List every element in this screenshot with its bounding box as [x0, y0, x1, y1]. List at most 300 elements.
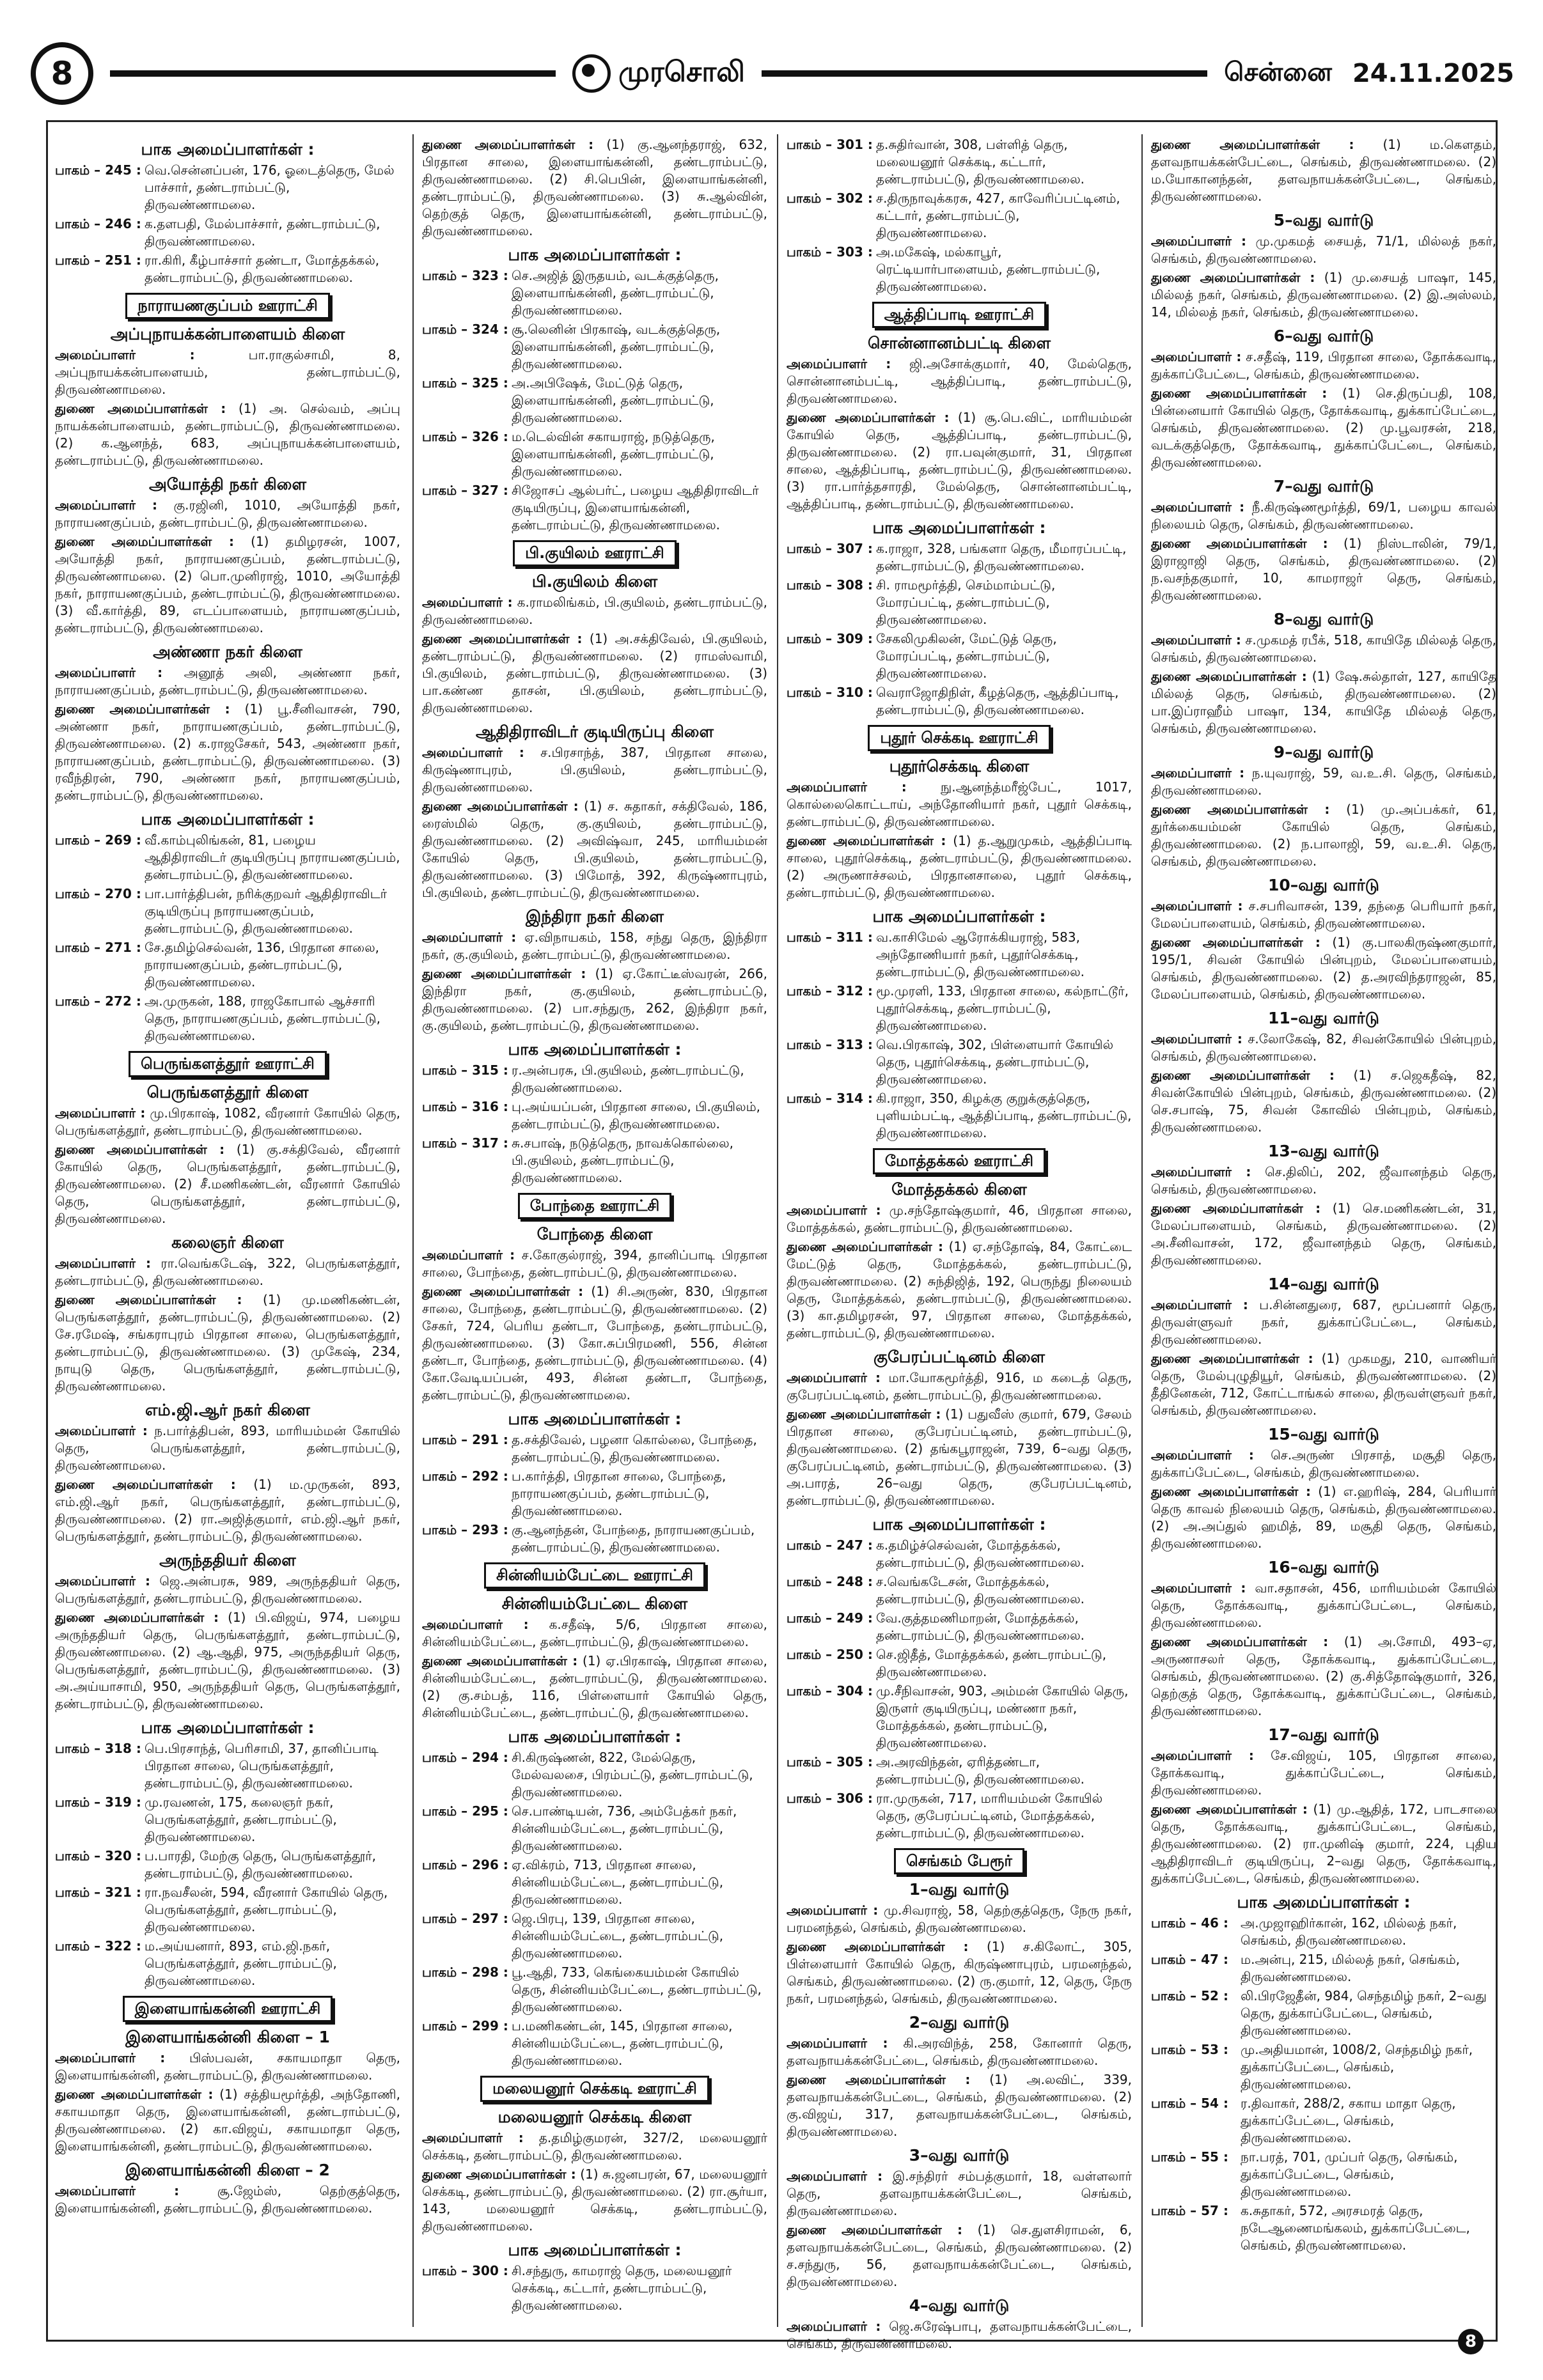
- member-entry: [55, 1609, 400, 1713]
- booth-row: [55, 1938, 400, 1989]
- booth-row: [787, 929, 1132, 981]
- entry-role-label: அமைப்பாளர் :: [422, 2130, 524, 2145]
- booth-member: ம.டெல்வின் சகாயராஜ், நடுத்தெரு, இளையாங்கன்னி, தண்டராம்பட்டு, திருவண்ணாமலை.: [512, 429, 715, 479]
- booth-member: பூ.ஆதி, 733, கெங்கையம்மன் கோயில் தெரு, சின்னியம்பேட்டை, தண்டராம்பட்டு, திருவண்ணாமலை.: [512, 1964, 762, 2014]
- booth-row: [422, 1749, 767, 1801]
- member-entry: [1151, 801, 1496, 870]
- member-entry: [1151, 348, 1496, 383]
- entry-text: (1) மு.சையத் பாஷா, 145, மில்லத் நகர், செங்கம், திருவண்ணாமலை. (2) இ.அஸ்லம், 14, மில்லத் நகர், செங்கம், திருவண்ணாமலை.: [1151, 270, 1496, 320]
- entry-role-label: அமைப்பாளர் :: [1151, 632, 1241, 648]
- entry-text: (1) சி.அருண், 830, பிரதான சாலை, போந்தை, தண்டராம்பட்டு, திருவண்ணாமலை. (2) சேகர், 724, பெரிய தண்டா, போந்தை, தண்டராம்பட்டு, திருவண்ணாமலை. (3) கோ.சுப்பிரமணி, 556, சின்ன தண்டா, போந்தை, தண்டராம்பட்டு, திருவண்ணாமலை. (4) கோ.வேடியப்பன், 493, சின்ன தண்டா, போந்தை, தண்டராம்பட்டு, திருவண்ணாமலை.: [422, 1284, 768, 1403]
- booth-row: [422, 321, 767, 373]
- entry-text: (1) மு.ஆதித், 172, பாடசாலை தெரு, தோக்கவாடி, துக்காப்பேட்டை, செங்கம், திருவண்ணாமலை. (2) ரா.முனிஷ் குமார், 224, புதிய ஆதிதிராவிடர் குடியிருப்பு, 2–வது தெரு, தோக்கவாடி, துக்காப்பேட்டை, செங்கம், திருவண்ணாமலை.: [1151, 1801, 1496, 1886]
- member-entry: [422, 1283, 767, 1404]
- date: 24.11.2025: [1352, 59, 1515, 88]
- booth-member: அ.அரவிந்தன், ஏரித்தண்டா, தண்டராம்பட்டு, திருவண்ணாமலை.: [876, 1754, 1085, 1787]
- entry-text: (1) அ. செல்வம், அப்பு நாயக்கன்பாளையம், தண்டராம்பட்டு, திருவண்ணாமலை. (2) க.ஆனந்த், 683, அப்புநாயக்கன்பாளையம், தண்டராம்பட்டு, திருவண்ணாமலை.: [55, 401, 401, 468]
- entry-text: (1) பதுவீஸ் குமார், 679, சேலம் பிரதான சாலை, குபேரப்பட்டினம், தண்டராம்பட்டு, திருவண்ணாமலை. (2) தங்கபூராஜன், 739, 6–வது தெரு, குபேரப்பட்டினம், தண்டராம்பட்டு, திருவண்ணாமலை. (3) அ.பாரத், 26–வது தெரு, குபேரப்பட்டினம், தண்டராம்பட்டு, திருவண்ணாமலை.: [787, 1406, 1132, 1508]
- column-divider: [412, 134, 414, 2327]
- booth-number: பாகம் – 310 :: [787, 685, 873, 700]
- booth-member: அ.முஜாஹிர்கான், 162, மில்லத் நகர், செங்கம், திருவண்ணாமலை.: [1241, 1915, 1457, 1948]
- masthead-rule-right: [762, 70, 1207, 77]
- booth-number: பாகம் – 325 :: [422, 375, 508, 391]
- member-entry: [55, 664, 400, 699]
- entry-role-label: துணை அமைப்பாளர்கள் :: [1151, 1484, 1312, 1499]
- sub-heading: இளையாங்கன்னி கிளை – 1: [125, 2028, 330, 2046]
- entry-role-label: துணை அமைப்பாளர்கள் :: [1151, 935, 1320, 950]
- section-banner-label: மலையனூர் செக்கடி ஊராட்சி: [480, 2076, 709, 2102]
- booth-member: ச.வெங்கடேசன், மோத்தக்கல், தண்டராம்பட்டு, திருவண்ணாமலை.: [876, 1574, 1085, 1606]
- entry-role-label: துணை அமைப்பாளர்கள் :: [787, 2222, 962, 2237]
- entry-text: மு.பிரகாஷ், 1082, வீரனார் கோயில் தெரு, பெருங்களத்தூர், தண்டராம்பட்டு, திருவண்ணாமலை.: [55, 1105, 400, 1138]
- member-entry: [422, 2166, 767, 2235]
- entry-role-label: துணை அமைப்பாளர்கள் :: [1151, 1201, 1321, 1216]
- booth-number: பாகம் – 53 :: [1151, 2042, 1228, 2057]
- entry-role-label: துணை அமைப்பாளர்கள் :: [422, 1284, 584, 1299]
- booth-number: பாகம் – 291 :: [422, 1432, 508, 1447]
- entry-text: (1) ம.முருகன், 893, எம்.ஜி.ஆர் நகர், பெருங்களத்தூர், தண்டராம்பட்டு, திருவண்ணாமலை. (2) ரா.அஜித்குமார், எம்.ஜி.ஆர் நகர், பெருங்களத்தூர், தண்டராம்பட்டு, திருவண்ணாமலை.: [55, 1477, 400, 1544]
- entry-text: (1) மு.மணிகண்டன், பெருங்களத்தூர், தண்டராம்பட்டு, திருவண்ணாமலை. (2) சே.ரமேஷ், சங்கராபுரம் பிரதான சாலை, பெருங்களத்தூர், தண்டராம்பட்டு, திருவண்ணாமலை. (3) முகேஷ், 234, நாயுடு தெரு, பெருங்களத்தூர், தண்டராம்பட்டு, திருவண்ணாமலை.: [55, 1292, 400, 1394]
- booth-number: பாகம் – 326 :: [422, 429, 508, 444]
- entry-text: பிஸ்பவன், சகாயமாதா தெரு, இளையாங்கன்னி, தண்டராம்பட்டு, திருவண்ணாமலை.: [55, 2050, 401, 2083]
- booth-member: பா.பார்த்திபன், நரிக்குறவர் ஆதிதிராவிடர் குடியிருப்பு நாராயணகுப்பம், தண்டராம்பட்டு, திருவண்ணாமலை.: [145, 886, 388, 936]
- entry-role-label: துணை அமைப்பாளர்கள் :: [422, 1653, 578, 1668]
- entry-role-label: அமைப்பாளர் :: [1151, 1164, 1251, 1179]
- booth-member: சி. ராமமூர்த்தி, செம்மாம்பட்டு, மோரப்பட்டி, தண்டராம்பட்டு, திருவண்ணாமலை.: [876, 577, 1056, 627]
- booth-member: மு.அதியமான், 1008/2, செந்தமிழ் நகர், துக்காப்பேட்டை, செங்கம், திருவண்ணாமலை.: [1241, 2042, 1473, 2092]
- booth-number: பாகம் – 305 :: [787, 1754, 873, 1769]
- member-entry: [55, 497, 400, 531]
- entry-role-label: அமைப்பாளர் :: [55, 1573, 150, 1589]
- section-banner: [55, 293, 400, 319]
- booth-member: க.தளபதி, மேல்பாச்சார், தண்டராம்பட்டு, திருவண்ணாமலை.: [145, 216, 380, 249]
- page-number-badge: 8: [31, 42, 93, 105]
- entry-role-label: துணை அமைப்பாளர்கள் :: [787, 1406, 941, 1422]
- entry-text: (1) அ.சக்திவேல், பி.குயிலம், தண்டராம்பட்டு, திருவண்ணாமலை. (2) ராமஸ்வாமி, பி.குயிலம், தண்டராம்பட்டு, திருவண்ணாமலை. (3) பா.கண்ண தாசன், பி.குயிலம், தண்டராம்பட்டு, திருவண்ணாமலை.: [422, 631, 767, 715]
- member-entry: [1151, 765, 1496, 799]
- sub-heading: 15–வது வார்டு: [1268, 1425, 1379, 1443]
- entry-role-label: துணை அமைப்பாளர்கள் :: [55, 1477, 236, 1492]
- booth-row: [787, 983, 1132, 1034]
- entry-text: ச.முகமத் ரபீக், 518, காயிதே மில்லத் தெரு, செங்கம், திருவண்ணாமலை.: [1151, 632, 1497, 665]
- member-entry: [1151, 535, 1496, 604]
- entry-text: க.ராமலிங்கம், பி.குயிலம், தண்டராம்பட்டு, திருவண்ணாமலை.: [422, 595, 768, 627]
- member-entry: [422, 798, 767, 901]
- entry-role-label: துணை அமைப்பாளர்கள் :: [55, 401, 226, 416]
- booth-member: கி.ராஜா, 350, கிழக்கு குறுக்குத்தெரு, புளியம்பட்டி, ஆத்திப்பாடி, தண்டராம்பட்டு, திருவண்ணாமலை.: [876, 1091, 1132, 1140]
- booth-member: சூ.லெனின் பிரகாஷ், வடக்குத்தெரு, இளையாங்கன்னி, தண்டராம்பட்டு, திருவண்ணாமலை.: [512, 322, 721, 371]
- booth-number: பாகம் – 300 :: [422, 2263, 508, 2278]
- sub-heading: எம்.ஜி.ஆர் நகர் கிளை: [145, 1401, 310, 1419]
- entry-text: (1) ச.கிலோட், 305, பிள்ளையார் கோயில் தெரு, கிருஷ்ணாபுரம், பரமனந்தல், செங்கம், திருவண்ணாமலை. (2) ரு.குமார், 12, தெரு, நேரு நகர், பரமனந்தல், செங்கம், திருவண்ணாமலை.: [787, 1939, 1132, 2006]
- entry-role-label: அமைப்பாளர் :: [787, 779, 907, 795]
- entry-role-label: அமைப்பாளர் :: [55, 1105, 146, 1121]
- booth-member: சிஜோசப் ஆல்பர்ட், பழைய ஆதிதிராவிடர் குடியிருப்பு, இளையாங்கன்னி, தண்டராம்பட்டு, திருவண்ணாமலை.: [512, 483, 759, 533]
- booth-row: [55, 885, 400, 937]
- entry-role-label: அமைப்பாளர் :: [787, 1902, 879, 1918]
- section-banner-label: பெருங்களத்தூர் ஊராட்சி: [129, 1051, 327, 1077]
- booth-row: [55, 1847, 400, 1882]
- booth-row: [787, 1683, 1132, 1752]
- entry-text: (1) செ.துளசிராமன், 6, தளவநாயக்கன்பேட்டை, செங்கம், திருவண்ணாமலை. (2) ச.சந்துரு, 56, தளவநாயக்கன்பேட்டை, செங்கம், திருவண்ணாமலை.: [787, 2222, 1132, 2289]
- member-entry: [55, 1141, 400, 1227]
- booth-member: மு.சீநிவாசன், 903, அம்மன் கோயில் தெரு, இருளர் குடியிருப்பு, மண்ணா நகர், மோத்தக்கல், தண்டராம்பட்டு, திருவண்ணாமலை.: [876, 1683, 1129, 1750]
- entry-role-label: அமைப்பாளர் :: [55, 2183, 180, 2198]
- member-entry: [1151, 668, 1496, 737]
- booth-row: [55, 1794, 400, 1846]
- entry-role-label: துணை அமைப்பாளர்கள் :: [55, 1292, 242, 1307]
- booth-row: [1151, 1915, 1496, 1949]
- entry-text: (1) பி.விஜய், 974, பழைய அருந்ததியர் தெரு, பெருங்களத்தூர், தண்டராம்பட்டு, திருவண்ணாமலை. (2) ஆ.ஆதி, 975, அருந்ததியர் தெரு, பெருங்களத்தூர், தண்டராம்பட்டு, திருவண்ணாமலை. (3) அ.அய்யாசாமி, 950, அருந்ததியர் தெரு, பெருங்களத்தூர், தண்டராம்பட்டு, திருவண்ணாமலை.: [55, 1610, 400, 1711]
- entry-role-label: அமைப்பாளர் :: [1151, 898, 1243, 914]
- booth-row: [422, 428, 767, 480]
- sub-heading: பாக அமைப்பாளர்கள் :: [508, 245, 682, 264]
- entry-role-label: அமைப்பாளர் :: [422, 745, 524, 760]
- sub-heading: 7–வது வார்டு: [1273, 477, 1374, 495]
- member-entry: [422, 630, 767, 717]
- booth-member: ம.அய்யனார், 893, எம்.ஜி.நகர், பெருங்களத்தூர், தண்டராம்பட்டு, திருவண்ணாமலை.: [145, 1938, 337, 1988]
- entry-text: (1) கு.பாலகிருஷ்ணகுமார், 195/1, சிவன் கோயில் பின்புறம், மேலப்பாளையம், செங்கம், திருவண்ணாமலை. (2) த.அரவிந்தராஜன், 85, மேலப்பாளையம், செங்கம், திருவண்ணாமலை.: [1151, 935, 1496, 1002]
- entry-text: சே.விஜய், 105, பிரதான சாலை, தோக்கவாடி, துக்காப்பேட்டை, செங்கம், திருவண்ணாமலை.: [1151, 1748, 1496, 1798]
- member-entry: [1151, 1447, 1496, 1481]
- member-entry: [55, 533, 400, 637]
- booth-number: பாகம் – 55 :: [1151, 2149, 1228, 2165]
- member-entry: [422, 744, 767, 796]
- entry-role-label: துணை அமைப்பாளர்கள் :: [1151, 1634, 1329, 1649]
- entry-text: ந.யுவராஜ், 59, வ.உ.சி. தெரு, செங்கம், திருவண்ணாமலை.: [1151, 765, 1497, 798]
- booth-member: கு.ஆனந்தன், போந்தை, நாராயணகுப்பம், தண்டராம்பட்டு, திருவண்ணாமலை.: [512, 1522, 755, 1555]
- booth-number: பாகம் – 46 :: [1151, 1915, 1228, 1931]
- entry-text: (1) கு.சக்திவேல், வீரனார் கோயில் தெரு, பெருங்களத்தூர், தண்டராம்பட்டு, திருவண்ணாமலை. (2) சீ.மணிகண்டன், வீரனார் கோயில் தெரு, பெருங்களத்தூர், தண்டராம்பட்டு, திருவண்ணாமலை.: [55, 1142, 400, 1226]
- booth-member: ஏ.விக்ரம், 713, பிரதான சாலை, சின்னியம்பேட்டை, தண்டராம்பட்டு, திருவண்ணாமலை.: [512, 1857, 724, 1907]
- member-entry: [55, 1422, 400, 1474]
- entry-role-label: அமைப்பாளர் :: [55, 665, 163, 680]
- entry-text: செ.திலிப், 202, ஜீவானந்தம் தெரு, செங்கம், திருவண்ணாமலை.: [1151, 1164, 1497, 1197]
- sub-heading: 1–வது வார்டு: [909, 1880, 1010, 1899]
- booth-member: சு.சபாஷ், நடுத்தெரு, நாவக்கொல்லை, பி.குயிலம், தண்டராம்பட்டு, திருவண்ணாமலை.: [512, 1135, 733, 1185]
- entry-role-label: துணை அமைப்பாளர்கள் :: [1151, 385, 1328, 401]
- sub-heading: பாக அமைப்பாளர்கள் :: [141, 810, 315, 828]
- sub-heading: 8–வது வார்டு: [1273, 610, 1374, 628]
- entry-text: வா.சதாசன், 456, மாரியம்மன் கோயில் தெரு, தோக்கவாடி, துக்காப்பேட்டை, செங்கம், திருவண்ணாமலை.: [1151, 1580, 1497, 1630]
- member-entry: [787, 1938, 1132, 2007]
- entry-role-label: அமைப்பாளர் :: [422, 929, 517, 945]
- entry-role-label: அமைப்பாளர் :: [1151, 1297, 1248, 1312]
- booth-row: [787, 577, 1132, 628]
- entry-text: ச.சபரிவாசன், 139, தந்தை பெரியார் நகர், மேலப்பாளையம், செங்கம், திருவண்ணாமலை.: [1151, 898, 1497, 931]
- booth-member: செ.பாண்டியன், 736, அம்பேத்கர் நகர், சின்னியம்பேட்டை, தண்டராம்பட்டு, திருவண்ணாமலை.: [512, 1803, 737, 1853]
- section-banner: [55, 1051, 400, 1077]
- booth-row: [787, 630, 1132, 682]
- sub-heading: 13–வது வார்டு: [1268, 1142, 1379, 1160]
- entry-text: (1) பூ.சீனிவாசன், 790, அண்ணா நகர், நாராயணகுப்பம், தண்டராம்பட்டு, திருவண்ணாமலை. (2) க.ராஜசேகர், 543, அண்ணா நகர், நாராயணகுப்பம், தண்டராம்பட்டு, திருவண்ணாமலை. (3) ரவீந்திரன், 790, அண்ணா நகர், நாராயணகுப்பம், தண்டராம்பட்டு, திருவண்ணாமலை.: [55, 701, 400, 803]
- member-entry: [787, 2221, 1132, 2291]
- entry-role-label: துணை அமைப்பாளர்கள் :: [787, 1239, 943, 1254]
- booth-member: மு.ரவணன், 175, கலைஞர் நகர், பெருங்களத்தூர், தண்டராம்பட்டு, திருவண்ணாமலை.: [145, 1794, 337, 1844]
- booth-number: பாகம் – 269 :: [55, 832, 141, 848]
- booth-row: [787, 540, 1132, 575]
- booth-row: [787, 1036, 1132, 1088]
- sub-heading: 10–வது வார்டு: [1268, 876, 1379, 894]
- booth-number: பாகம் – 324 :: [422, 322, 508, 337]
- booth-member: ரா.நவசீலன், 594, வீரனார் கோயில் தெரு, பெருங்களத்தூர், தண்டராம்பட்டு, திருவண்ணாமலை.: [145, 1885, 388, 1934]
- member-entry: [1151, 233, 1496, 267]
- booth-row: [422, 1910, 767, 1962]
- member-entry: [787, 1406, 1132, 1509]
- entry-role-label: அமைப்பாளர் :: [787, 2035, 888, 2051]
- entry-role-label: துணை அமைப்பாளர்கள் :: [1151, 1351, 1313, 1366]
- booth-row: [55, 832, 400, 883]
- booth-member: வெராஜோதிநிள், கீழத்தெரு, ஆத்திப்பாடி, தண்டராம்பட்டு, திருவண்ணாமலை.: [876, 685, 1119, 717]
- entry-text: செ.அருண் பிரசாத், மசூதி தெரு, துக்காப்பேட்டை, செங்கம், திருவண்ணாமலை.: [1151, 1447, 1496, 1480]
- entry-role-label: அமைப்பாளர் :: [1151, 349, 1242, 364]
- sub-heading: மோத்தக்கல் கிளை: [891, 1180, 1027, 1199]
- booth-row: [422, 1964, 767, 2016]
- sub-heading: 14–வது வார்டு: [1268, 1275, 1379, 1293]
- entry-role-label: அமைப்பாளர் :: [422, 595, 513, 610]
- entry-text: (1) எ.ஹரிஷ், 284, பெரியார் தெரு காவல் நிலையம் தெரு, செங்கம், திருவண்ணாமலை. (2) அ.அப்துல் ஹமித், 89, மசூதி தெரு, செங்கம், திருவண்ணாமலை.: [1151, 1484, 1496, 1551]
- member-entry: [787, 409, 1132, 513]
- entry-text: மு.முகமத் சையத், 71/1, மில்லத் நகர், செங்கம், திருவண்ணாமலை.: [1151, 233, 1496, 266]
- member-entry: [55, 2049, 400, 2084]
- entry-text: (1) சூ.பெ.விட், மாரியம்மன் கோயில் தெரு, ஆத்திப்பாடி, தண்டராம்பட்டு, திருவண்ணாமலை. (2) ரா.பவுன்குமார், 31, பிரதான சாலை, ஆத்திப்பாடி, தண்டராம்பட்டு, திருவண்ணாமலை. (3) ரா.பார்த்தசாரதி, மேல்தெரு, சொன்னானம்பட்டி, ஆத்திப்பாடி, தண்டராம்பட்டு, திருவண்ணாமலை.: [787, 410, 1132, 511]
- member-entry: [787, 779, 1132, 830]
- booth-member: வீ.காம்புலிங்கன், 81, பழைய ஆதிதிராவிடர் குடியிருப்பு நாராயணகுப்பம், தண்டராம்பட்டு, திருவண்ணாமலை.: [145, 832, 400, 882]
- booth-number: பாகம் – 311 :: [787, 929, 873, 945]
- booth-row: [422, 1468, 767, 1520]
- entry-role-label: அமைப்பாளர் :: [1151, 1748, 1254, 1763]
- entry-role-label: துணை அமைப்பாளர்கள் :: [422, 137, 594, 152]
- booth-number: பாகம் – 302 :: [787, 191, 873, 206]
- sub-heading: பி.குயிலம் கிளை: [531, 572, 658, 591]
- member-entry: [55, 346, 400, 398]
- booth-member: வ.காசிமேல் ஆரோக்கியராஜ், 583, அந்தோணியார் நகர், புதூர்செக்கடி, தண்டராம்பட்டு, திருவண்ணாமலை.: [876, 929, 1085, 979]
- booth-number: பாகம் – 249 :: [787, 1610, 873, 1626]
- booth-member: ரா.முருகன், 717, மாரியம்மன் கோயில் தெரு, குபேரப்பட்டினம், மோத்தக்கல், தண்டராம்பட்டு, திருவண்ணாமலை.: [876, 1791, 1103, 1840]
- section-banner: [787, 1148, 1132, 1174]
- entry-text: ஜெ.சுரேஷ்பாபு, தளவநாயக்கன்பேட்டை, செங்கம், திருவண்ணாமலை.: [787, 2319, 1132, 2351]
- booth-row: [787, 1646, 1132, 1681]
- entry-role-label: அமைப்பாளர் :: [1151, 1580, 1246, 1596]
- booth-number: பாகம் – 272 :: [55, 993, 141, 1009]
- column-3: [787, 134, 1132, 2351]
- column-divider: [1141, 134, 1143, 2327]
- member-entry: [787, 1202, 1132, 1236]
- entry-text: ச.சதீஷ், 119, பிரதான சாலை, தோக்கவாடி, துக்காப்பேட்டை, செங்கம், திருவண்ணாமலை.: [1151, 349, 1497, 382]
- booth-member: ப.பாரதி, மேற்கு தெரு, பெருங்களத்தூர், தண்டராம்பட்டு, திருவண்ணாமலை.: [145, 1848, 377, 1881]
- entry-text: (1) சத்தியமூர்த்தி, அந்தோணி, சகாயமாதா தெரு, இளையாங்கன்னி, தண்டராம்பட்டு, திருவண்ணாமலை. (2) கா.விஜய், சகாயமாதா தெரு, இளையாங்கன்னி, தண்டராம்பட்டு, திருவண்ணாமலை.: [55, 2087, 400, 2154]
- booth-number: பாகம் – 316 :: [422, 1099, 508, 1114]
- member-entry: [1151, 1747, 1496, 1799]
- entry-role-label: துணை அமைப்பாளர்கள் :: [1151, 137, 1354, 152]
- booth-member: மூ.முரளி, 133, பிரதான சாலை, கல்நாட்டூர், புதூர்செக்கடி, தண்டராம்பட்டு, திருவண்ணாமலை.: [876, 983, 1129, 1033]
- member-entry: [55, 1255, 400, 1289]
- booth-number: பாகம் – 304 :: [787, 1683, 873, 1699]
- member-entry: [1151, 499, 1496, 533]
- booth-number: பாகம் – 322 :: [55, 1938, 141, 1954]
- entry-role-label: அமைப்பாளர் :: [1151, 1447, 1254, 1463]
- member-entry: [1151, 1163, 1496, 1198]
- booth-row: [1151, 2202, 1496, 2254]
- member-entry: [1151, 1483, 1496, 1552]
- sub-heading: புதூர்செக்கடி கிளை: [889, 757, 1030, 775]
- sub-heading: பெருங்களத்தூர் கிளை: [146, 1083, 309, 1101]
- section-banner-label: செங்கம் பேரூர்: [894, 1848, 1024, 1874]
- booth-member: வே.குத்தமணிமாறன், மோத்தக்கல், தண்டராம்பட்டு, திருவண்ணாமலை.: [876, 1610, 1085, 1643]
- member-entry: [1151, 1296, 1496, 1348]
- entry-text: அனூத் அலி, அண்ணா நகர், நாராயணகுப்பம், தண்டராம்பட்டு, திருவண்ணாமலை.: [55, 665, 400, 697]
- entry-text: நு.ஆனந்த்மரீஜ்பேட், 1017, கொல்லைகொட்டாய், அந்தோனியார் நகர், புதூர் செக்கடி, தண்டராம்பட்டு, திருவண்ணாமலை.: [787, 779, 1132, 829]
- entry-role-label: அமைப்பாளர் :: [422, 1247, 515, 1263]
- sub-heading: குபேரப்பட்டினம் கிளை: [873, 1348, 1046, 1366]
- member-entry: [422, 965, 767, 1034]
- member-entry: [422, 2129, 767, 2164]
- sub-heading: 3–வது வார்டு: [909, 2146, 1010, 2165]
- brand: [572, 54, 745, 93]
- booth-member: சி.சந்துரு, காமராஜ் தெரு, மலையனூர் செக்கடி, கட்டார், தண்டராம்பட்டு, திருவண்ணாமலை.: [512, 2263, 732, 2313]
- entry-role-label: அமைப்பாளர் :: [55, 347, 195, 362]
- sub-heading: பாக அமைப்பாளர்கள் :: [141, 1718, 315, 1737]
- booth-row: [55, 1884, 400, 1936]
- booth-number: பாகம் – 299 :: [422, 2018, 508, 2034]
- sub-heading: பாக அமைப்பாளர்கள் :: [872, 518, 1046, 537]
- entry-text: (1) ஏ.சந்தோஷ், 84, கோட்டை மேட்டுத் தெரு, மோத்தக்கல், தண்டராம்பட்டு, திருவண்ணாமலை. (2) சுந்திஜித், 192, பெருந்து நிலையம் தெரு, மோத்தக்கல், தண்டராம்பட்டு, திருவண்ணாமலை. (3) கா.தமிழரசன், 97, பிரதான சாலை, மோத்தக்கல், தண்டராம்பட்டு, திருவண்ணாமலை.: [787, 1239, 1132, 1341]
- entry-role-label: அமைப்பாளர் :: [1151, 499, 1245, 515]
- entry-text: த.தமிழ்குமரன், 327/2, மலையனூர் செக்கடி, தண்டராம்பட்டு, திருவண்ணாமலை.: [422, 2130, 768, 2163]
- sub-heading: பாக அமைப்பாளர்கள் :: [872, 1515, 1046, 1534]
- booth-member: வெ.சென்னப்பன், 176, ஓடைத்தெரு, மேல் பாச்சார், தண்டராம்பட்டு, திருவண்ணாமலை.: [145, 162, 395, 212]
- column-4: [1151, 134, 1496, 2327]
- entry-text: ப.சின்னதுரை, 687, மூப்பனார் தெரு, திருவள்ளுவர் நகர், துக்காப்பேட்டை, செங்கம், திருவண்ணாமலை.: [1151, 1297, 1496, 1347]
- booth-row: [1151, 1951, 1496, 1986]
- entry-role-label: அமைப்பாளர் :: [787, 2319, 881, 2334]
- booth-row: [787, 1090, 1132, 1142]
- section-banner: [787, 302, 1132, 328]
- section-banner: [422, 1562, 767, 1589]
- booth-number: பாகம் – 246 :: [55, 216, 141, 231]
- booth-member: ப.மணிகண்டன், 145, பிரதான சாலை, சின்னியம்பேட்டை, தண்டராம்பட்டு, திருவண்ணாமலை.: [512, 2018, 733, 2068]
- entry-text: ஜெ.அன்பரசு, 989, அருந்ததியர் தெரு, பெருங்களத்தூர், தண்டராம்பட்டு, திருவண்ணாமலை.: [55, 1573, 401, 1606]
- booth-number: பாகம் – 319 :: [55, 1794, 141, 1810]
- booth-member: க.தமிழ்ச்செல்வன், மோத்தக்கல், தண்டராம்பட்டு, திருவண்ணாமலை.: [876, 1537, 1085, 1570]
- entry-text: (1) ச. சுதாகர், சக்திவேல், 186, ரைஸ்மில் தெரு, கு.குயிலம், தண்டராம்பட்டு, திருவண்ணாமலை. (2) அவிஷ்வா, 245, மாரியம்மன் கோயில் தெரு, பி.குயிலம், தண்டராம்பட்டு, திருவண்ணாமலை. (3) பிமோத், 392, கிருஷ்ணாபுரம், பி.குயிலம், தண்டராம்பட்டு, திருவண்ணாமலை.: [422, 798, 768, 900]
- booth-member: ப.கார்த்தி, பிரதான சாலை, போந்தை, நாராயணகுப்பம், தண்டராம்பட்டு, திருவண்ணாமலை.: [512, 1468, 726, 1518]
- entry-text: (1) ஷே.சுல்தாள், 127, காயிதே மில்லத் தெரு, செங்கம், திருவண்ணாமலை. (2) பா.இப்ராஹீம் பாஷா, 134, காயிதே மில்லத் தெரு, செங்கம், திருவண்ணாமலை.: [1151, 669, 1496, 736]
- booth-number: பாகம் – 248 :: [787, 1574, 873, 1589]
- member-entry: [1151, 1200, 1496, 1269]
- booth-member: க.ராஜா, 328, பங்களா தெரு, மீமாரப்பட்டி, தண்டராம்பட்டு, திருவண்ணாமலை.: [876, 541, 1127, 573]
- entry-role-label: துணை அமைப்பாளர்கள் :: [55, 1142, 225, 1157]
- sub-heading: அண்ணா நகர் கிளை: [153, 642, 302, 661]
- member-entry: [55, 1573, 400, 1607]
- member-entry: [55, 400, 400, 469]
- booth-member: ஜெ.பிரபு, 139, பிரதான சாலை, சின்னியம்பேட்டை, தண்டராம்பட்டு, திருவண்ணாமலை.: [512, 1911, 724, 1961]
- booth-number: பாகம் – 320 :: [55, 1848, 141, 1863]
- brand-name: முரசொலி: [618, 55, 746, 88]
- member-entry: [55, 1476, 400, 1545]
- booth-row: [787, 1754, 1132, 1788]
- booth-member: அ.மகேஷ், மல்காபூர், ரெட்டியார்பாளையம், தண்டராம்பட்டு, திருவண்ணாமலை.: [876, 244, 1100, 294]
- booth-number: பாகம் – 323 :: [422, 268, 508, 283]
- booth-member: அ.அபிஷேக், மேட்டுத் தெரு, இளையாங்கன்னி, தண்டராம்பட்டு, திருவண்ணாமலை.: [512, 375, 714, 425]
- entry-role-label: துணை அமைப்பாளர்கள் :: [1151, 270, 1315, 285]
- booth-member: ம.அன்பு, 215, மில்லத் நகர், செங்கம், திருவண்ணாமலை.: [1241, 1952, 1461, 1984]
- booth-row: [422, 1431, 767, 1466]
- booth-row: [422, 1135, 767, 1186]
- member-entry: [787, 2035, 1132, 2069]
- booth-row: [422, 1098, 767, 1133]
- booth-number: பாகம் – 309 :: [787, 631, 873, 646]
- booth-number: பாகம் – 52 :: [1151, 1988, 1228, 2003]
- entry-role-label: துணை அமைப்பாளர்கள் :: [1151, 1068, 1335, 1083]
- member-entry: [1151, 385, 1496, 471]
- section-banner-label: ஆத்திப்பாடி ஊராட்சி: [872, 302, 1046, 328]
- booth-number: பாகம் – 314 :: [787, 1091, 873, 1106]
- column-2: [422, 134, 767, 2327]
- section-banner-label: பி.குயிலம் ஊராட்சி: [513, 540, 676, 566]
- entry-text: (1) செ.மணிகண்டன், 31, மேலப்பாளையம், செங்கம், திருவண்ணாமலை. (2) அ.சீனிவாசன், 172, ஜீவானந்தம் தெரு, செங்கம், திருவண்ணாமலை.: [1151, 1201, 1496, 1268]
- member-entry: [787, 1902, 1132, 1936]
- member-entry: [1151, 1580, 1496, 1631]
- member-entry: [55, 1291, 400, 1395]
- entry-text: (1) மு.அப்பக்கர், 61, துர்க்கையம்மன் கோயில் தெரு, செங்கம், திருவண்ணாமலை. (2) ந.பாலாஜி, 59, வ.உ.சி. தெரு, செங்கம், திருவண்ணாமலை.: [1151, 802, 1496, 869]
- entry-role-label: அமைப்பாளர் :: [1151, 1031, 1242, 1046]
- booth-number: பாகம் – 47 :: [1151, 1952, 1228, 1967]
- member-entry: [422, 594, 767, 628]
- member-entry: [787, 2318, 1132, 2353]
- member-entry: [1151, 1031, 1496, 1065]
- entry-role-label: அமைப்பாளர் :: [787, 1202, 881, 1218]
- booth-row: [55, 252, 400, 286]
- member-entry: [787, 355, 1132, 407]
- sub-heading: பாக அமைப்பாளர்கள் :: [508, 1410, 682, 1428]
- booth-number: பாகம் – 327 :: [422, 483, 508, 498]
- section-banner: [422, 2076, 767, 2102]
- entry-role-label: துணை அமைப்பாளர்கள் :: [1151, 802, 1330, 817]
- entry-text: ந.பார்த்திபன், 893, மாரியம்மன் கோயில் தெரு, பெருங்களத்தூர், தண்டராம்பட்டு, திருவண்ணாமலை.: [55, 1423, 400, 1473]
- booth-row: [422, 1856, 767, 1908]
- member-entry: [422, 1247, 767, 1281]
- member-entry: [422, 929, 767, 963]
- booth-number: பாகம் – 270 :: [55, 886, 141, 901]
- booth-number: பாகம் – 307 :: [787, 541, 873, 556]
- entry-role-label: அமைப்பாளர் :: [55, 1423, 148, 1438]
- sub-heading: ஆதிதிராவிடர் குடியிருப்பு கிளை: [475, 722, 714, 741]
- sub-heading: போந்தை கிளை: [537, 1225, 653, 1243]
- entry-role-label: அமைப்பாளர் :: [787, 1370, 881, 1385]
- entry-role-label: துணை அமைப்பாளர்கள் :: [422, 966, 586, 981]
- booth-number: பாகம் – 308 :: [787, 577, 873, 593]
- entry-role-label: துணை அமைப்பாளர்கள் :: [422, 631, 583, 646]
- sub-heading: அப்புநாயக்கன்பாளையம் கிளை: [110, 325, 345, 343]
- entry-role-label: துணை அமைப்பாளர்கள் :: [422, 2166, 576, 2182]
- entry-text: ஜி.அசோக்குமார், 40, மேல்தெரு, சொன்னானம்பட்டி, ஆத்திப்பாடி, தண்டராம்பட்டு, திருவண்ணாமலை.: [787, 356, 1132, 406]
- booth-row: [422, 375, 767, 426]
- entry-text: மு.சிவராஜ், 58, தெற்குத்தெரு, நேரு நகர், பரமனந்தல், செங்கம், திருவண்ணாமலை.: [787, 1902, 1132, 1935]
- sub-heading: பாக அமைப்பாளர்கள் :: [508, 1040, 682, 1059]
- city: சென்னை: [1224, 57, 1332, 87]
- booth-number: பாகம் – 306 :: [787, 1791, 873, 1806]
- entry-text: மு.சந்தோஷ்குமார், 46, பிரதான சாலை, மோத்தக்கல், தண்டராம்பட்டு, திருவண்ணாமலை.: [787, 1202, 1132, 1235]
- booth-row: [787, 136, 1132, 188]
- booth-row: [787, 1610, 1132, 1644]
- booth-number: பாகம் – 315 :: [422, 1062, 508, 1078]
- entry-text: ரா.வெங்கடேஷ், 322, பெருங்களத்தூர், தண்டராம்பட்டு, திருவண்ணாமலை.: [55, 1256, 401, 1288]
- entry-text: (1) த.ஆறுமுகம், ஆத்திப்பாடி சாலை, புதூர்செக்கடி, தண்டராம்பட்டு, திருவண்ணாமலை. (2) அருணாச்சலம், பிரதானசாலை, புதூர் செக்கடி, தண்டராம்பட்டு, திருவண்ணாமலை.: [787, 833, 1132, 900]
- member-entry: [55, 701, 400, 804]
- booth-row: [55, 1740, 400, 1792]
- booth-row: [422, 482, 767, 534]
